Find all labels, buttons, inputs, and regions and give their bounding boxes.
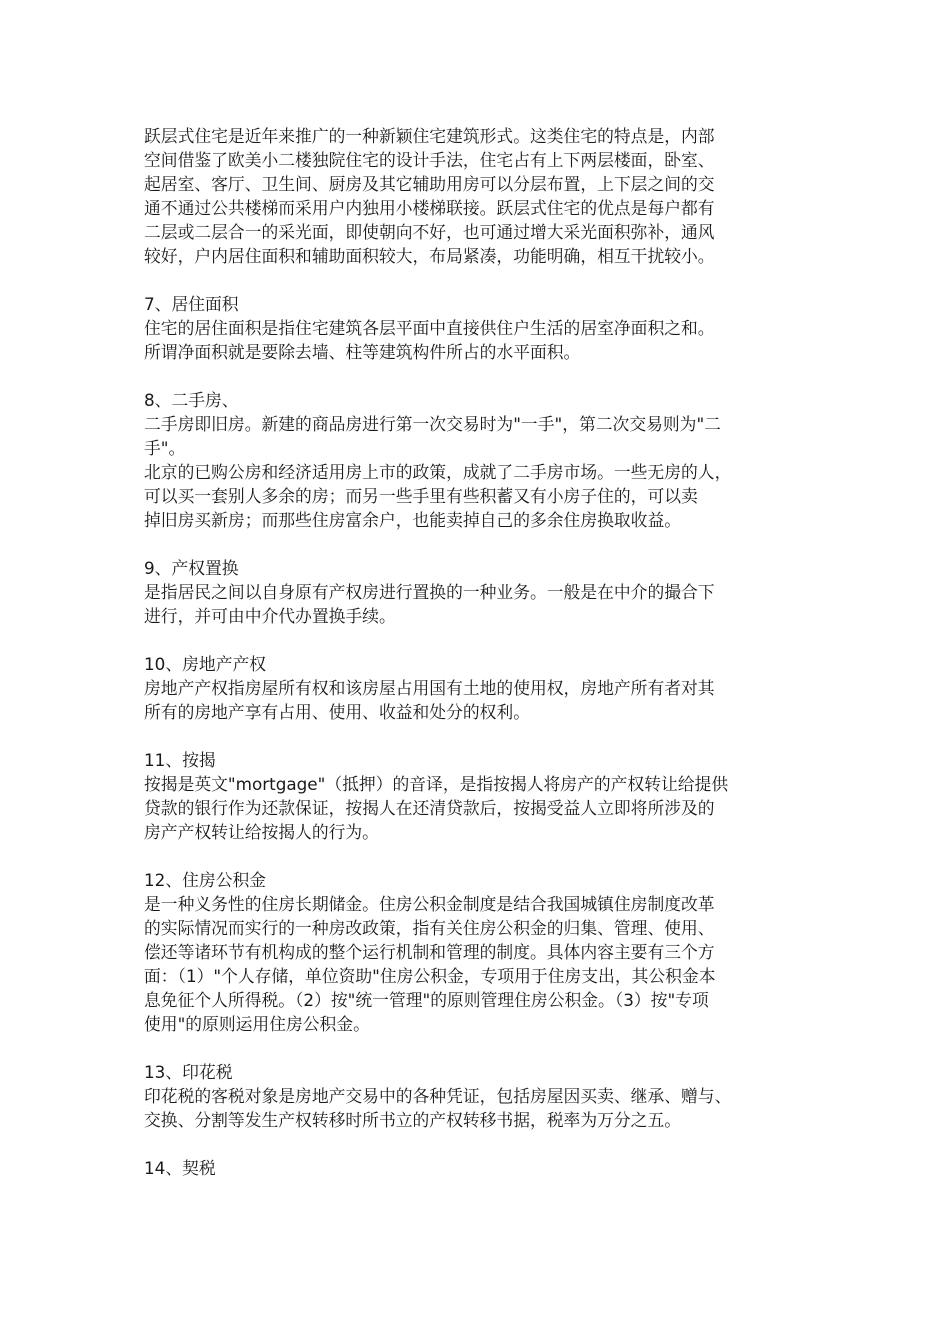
text-line: 的实际情况而实行的一种房改政策，指有关住房公积金的归集、管理、使用、 [144,918,715,938]
text-line: 北京的已购公房和经济适用房上市的政策，成就了二手房市场。一些无房的人， [144,462,732,482]
text-line: 房地产产权指房屋所有权和该房屋占用国有土地的使用权，房地产所有者对其 [144,678,715,698]
text-line: 按揭是英文"mortgage"（抵押）的音译，是指按揭人将房产的产权转让给提供 [144,774,729,794]
section-heading: 14、契税 [144,1158,216,1178]
section-heading: 8、二手房、 [144,390,239,410]
section-heading: 13、印花税 [144,1062,233,1082]
text-line: 是一种义务性的住房长期储金。住房公积金制度是结合我国城镇住房制度改革 [144,894,715,914]
section-property-exchange [144,556,809,628]
text-line: 进行，并可由中介代办置换手续。 [144,606,396,626]
text-line: 可以买一套别人多余的房；而另一些手里有些积蓄又有小房子住的，可以卖 [144,486,698,506]
section-stamp-duty [144,1060,809,1132]
section-heading: 9、产权置换 [144,558,239,578]
text-line: 是指居民之间以自身原有产权房进行置换的一种业务。一般是在中介的撮合下 [144,582,715,602]
intro-paragraph [144,124,809,268]
text-line: 偿还等诸环节有机构成的整个运行机制和管理的制度。具体内容主要有三个方 [144,942,715,962]
section-heading: 11、按揭 [144,750,216,770]
text-line: 贷款的银行作为还款保证，按揭人在还清贷款后，按揭受益人立即将所涉及的 [144,798,715,818]
text-line: 通不通过公共楼梯而采用户内独用小楼梯联接。跃层式住宅的优点是每户都有 [144,198,715,218]
document-body [144,124,809,1180]
text-line: 二手房即旧房。新建的商品房进行第一次交易时为"一手"，第二次交易则为"二 [144,414,721,434]
section-real-estate-title [144,652,809,724]
text-line: 使用"的原则运用住房公积金。 [144,1014,370,1034]
text-line: 跃层式住宅是近年来推广的一种新颖住宅建筑形式。这类住宅的特点是，内部 [144,126,715,146]
section-heading: 10、房地产产权 [144,654,267,674]
section-heading: 7、居住面积 [144,294,239,314]
text-line: 所有的房地产享有占用、使用、收益和处分的权利。 [144,702,530,722]
section-heading: 12、住房公积金 [144,870,267,890]
section-second-hand-housing [144,388,809,532]
section-mortgage [144,748,809,844]
text-line: 面：（1）"个人存储，单位资助"住房公积金，专项用于住房支出，其公积金本 [144,966,716,986]
text-line: 息免征个人所得税。（2）按"统一管理"的原则管理住房公积金。（3）按"专项 [144,990,709,1010]
text-line: 交换、分割等发生产权转移时所书立的产权转移书据，税率为万分之五。 [144,1110,682,1130]
text-line: 手"。 [144,438,186,458]
text-line: 二层或二层合一的采光面，即使朝向不好，也可通过增大采光面积弥补，通风 [144,222,715,242]
text-line: 掉旧房买新房；而那些住房富余户，也能卖掉自己的多余住房换取收益。 [144,510,682,530]
text-line: 所谓净面积就是要除去墙、柱等建筑构件所占的水平面积。 [144,342,581,362]
text-line: 起居室、客厅、卫生间、厨房及其它辅助用房可以分层布置，上下层之间的交 [144,174,715,194]
text-line: 较好，户内居住面积和辅助面积较大，布局紧凑，功能明确，相互干扰较小。 [144,246,715,266]
text-line: 空间借鉴了欧美小二楼独院住宅的设计手法，住宅占有上下两层楼面，卧室、 [144,150,715,170]
text-line: 印花税的客税对象是房地产交易中的各种凭证，包括房屋因买卖、继承、赠与、 [144,1086,732,1106]
section-deed-tax [144,1156,809,1180]
text-line: 房产产权转让给按揭人的行为。 [144,822,379,842]
section-housing-provident-fund [144,868,809,1036]
section-living-area [144,292,809,364]
text-line: 住宅的居住面积是指住宅建筑各层平面中直接供住户生活的居室净面积之和。 [144,318,715,338]
